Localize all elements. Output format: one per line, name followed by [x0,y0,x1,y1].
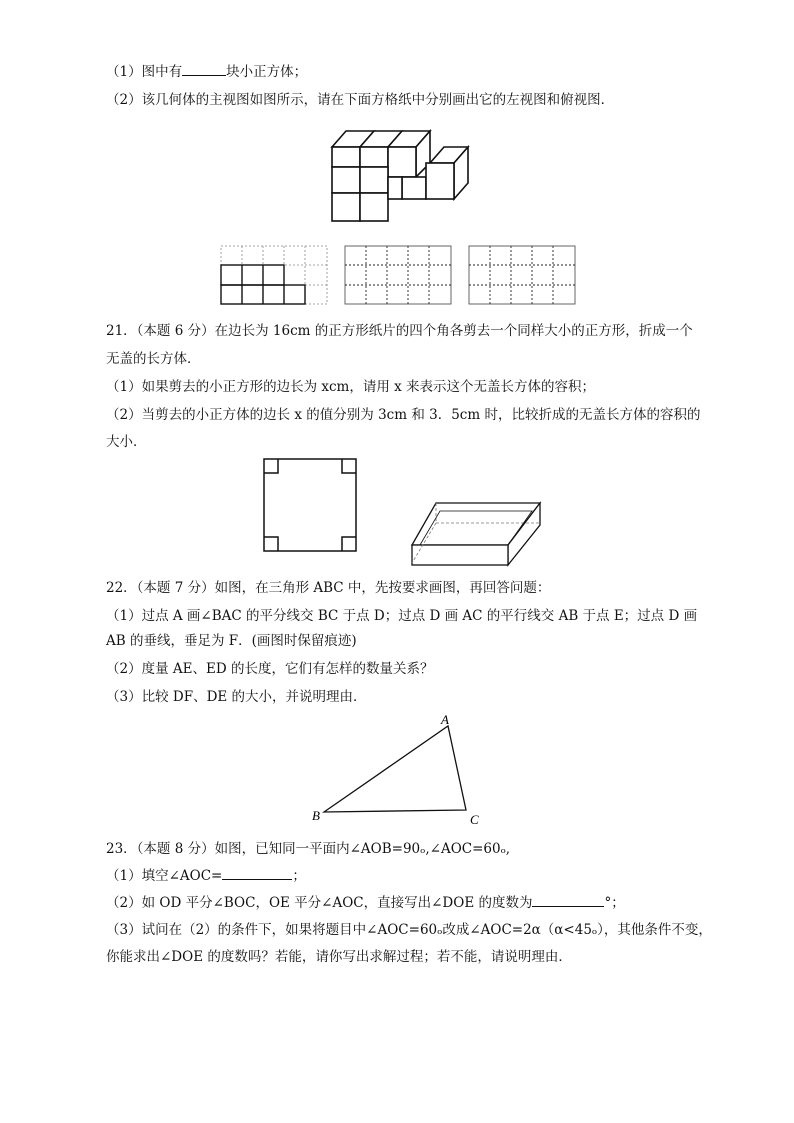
q21-stem-line2: 无盖的长方体． [106,351,201,367]
triangle-abc-figure [308,712,488,830]
q23-stem: 23．（本题 8 分）如图，已知同一平面内∠AOB=90ₒ,∠AOC=60ₒ, [106,841,511,857]
q21-part2-line2: 大小． [106,434,147,450]
vertex-b-label: B [312,808,320,823]
vertex-c-label: C [470,812,479,827]
front-view-grid[interactable] [220,245,328,305]
q22-part3: （3）比较 DF、DE 的大小，并说明理由． [106,689,367,705]
q23-part1-prefix: （1）填空∠AOC= [106,868,223,884]
q23-angle-doe-blank[interactable] [532,893,604,907]
left-view-grid[interactable] [344,245,452,305]
q23-angle-aoc-blank[interactable] [222,866,292,880]
q23-part1-suffix: ； [292,868,306,884]
q20-part1-prefix: （1）图中有 [106,64,183,80]
q22-part1-line2: AB 的垂线，垂足为 F．(画图时保留痕迹) [106,633,357,649]
open-box-figure [408,497,544,569]
q23-part1 [106,866,306,885]
q23-part2 [106,893,625,912]
triangle-abc [324,726,466,812]
q22-stem: 22．（本题 7 分）如图，在三角形 ABC 中，先按要求画图，再回答问题： [106,580,551,596]
square-paper-figure [262,457,358,553]
top-view-grid[interactable] [468,245,576,305]
q21-stem-line1: 21．（本题 6 分）在边长为 16cm 的正方形纸片的四个角各剪去一个同样大小的正方形，折成一个 [106,323,693,339]
q21-part2-line1: （2）当剪去的小正方体的边长 x 的值分别为 3cm 和 3．5cm 时，比较折成的无盖长方体的容积的 [106,407,701,423]
cube-stack-figure [326,127,472,224]
q20-answer-blank[interactable] [182,62,226,76]
q20-part1 [106,62,307,81]
q21-part1: （1）如果剪去的小正方形的边长为 xcm，请用 x 来表示这个无盖长方体的容积； [106,379,596,395]
q20-part2: （2）该几何体的主视图如图所示，请在下面方格纸中分别画出它的左视图和俯视图． [106,92,615,108]
q20-part1-suffix: 块小正方体； [226,64,308,80]
vertex-a-label: A [441,712,449,727]
q23-part2-suffix: °； [604,895,625,911]
q22-part2: （2）度量 AE、ED 的长度，它们有怎样的数量关系？ [106,661,434,677]
q23-part3-line1: （3）试问在（2）的条件下，如果将题目中∠AOC=60ₒ改成∠AOC=2α（α<45ₒ），其他条件不变， [106,922,712,938]
q23-part2-prefix: （2）如 OD 平分∠BOC，OE 平分∠AOC，直接写出∠DOE 的度数为 [106,895,533,911]
q23-part3-line2: 你能求出∠DOE 的度数吗？若能，请你写出求解过程；若不能，请说明理由． [106,949,572,965]
q22-part1-line1: （1）过点 A 画∠BAC 的平分线交 BC 于点 D；过点 D 画 AC 的平行线交 AB 于点 E；过点 D 画 [106,608,698,624]
